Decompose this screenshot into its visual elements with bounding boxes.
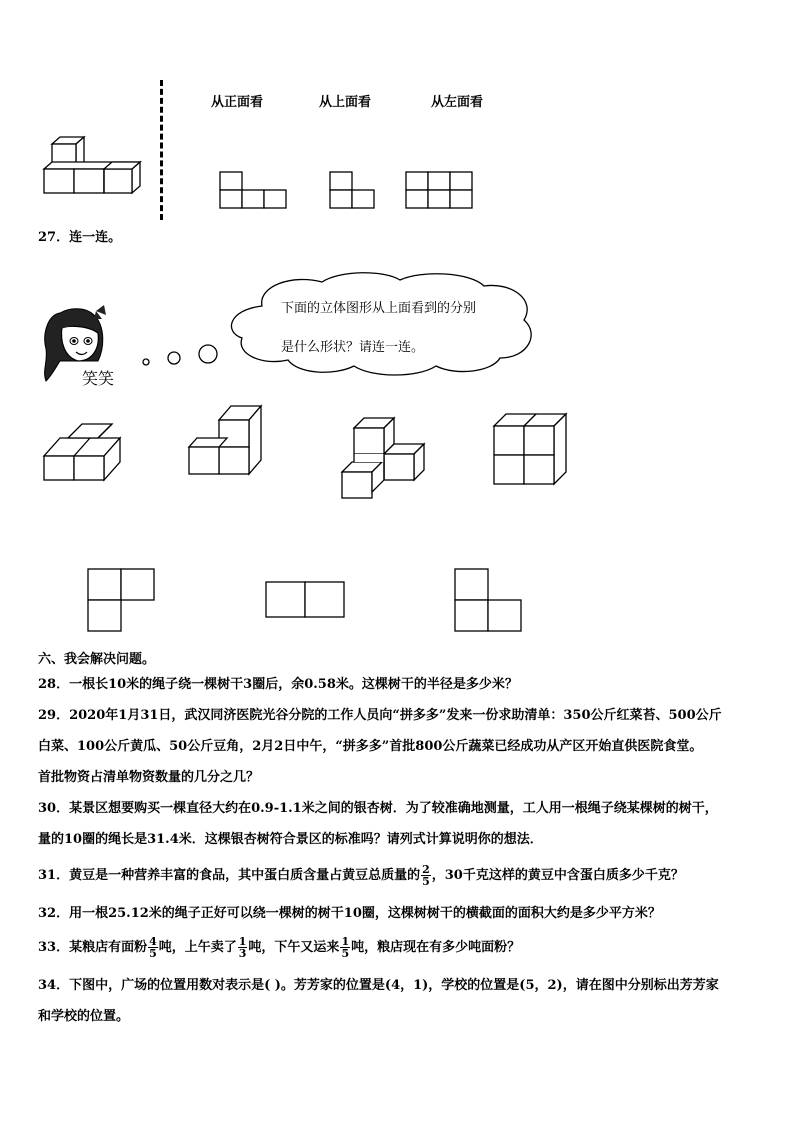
question-34-line1: 34．下图中，广场的位置用数对表示是( )。芳芳家的位置是(4，1)，学校的位置是(5，2)，请在图中分别标出芳芳家: [38, 978, 719, 993]
question-31-text-before: 31．黄豆是一种营养丰富的食品，其中蛋白质含量占黄豆总质量的: [38, 868, 421, 883]
fraction-numerator: 4: [149, 935, 157, 948]
view-label-left: 从左面看: [431, 95, 484, 110]
left-view-shape: [406, 172, 476, 212]
question-33: [38, 932, 520, 964]
question-29-line2: 白菜、100公斤黄瓜、50公斤豆角，2月2日中午，“拼多多”首批800公斤蔬菜已经成功从产区开始直供医院食堂。: [38, 739, 703, 754]
fraction-numerator: 1: [341, 935, 350, 948]
question-29-line3: 首批物资占清单物资数量的几分之几？: [38, 770, 260, 785]
question-31: [38, 860, 684, 892]
fraction-1-3: [238, 936, 248, 959]
question-30-line2: 量的10圈的绳长是31.4米．这棵银杏树符合景区的标准吗？请列式计算说明你的想法．: [38, 832, 543, 847]
speech-cloud: [222, 270, 542, 380]
cube-figure-3: [338, 412, 428, 502]
cube-figure-top: [40, 140, 140, 200]
fraction-denominator: 3: [238, 947, 247, 960]
fraction-denominator: 5: [341, 947, 350, 960]
fraction-denominator: 5: [422, 875, 430, 888]
dashed-divider: [160, 80, 163, 220]
question-33-part4: 吨，粮店现在有多少吨面粉？: [351, 940, 521, 955]
girl-name-label: 笑笑: [82, 369, 115, 388]
top-view-option-2: [266, 582, 346, 622]
question-33-part3: 吨，下午又运来: [248, 940, 340, 955]
question-31-text-after: ，30千克这样的黄豆中含蛋白质多少千克？: [431, 868, 684, 883]
cube-figure-1: [42, 422, 132, 482]
question-27-title: 27．连一连。: [38, 230, 122, 245]
question-34-line2: 和学校的位置。: [38, 1009, 130, 1024]
view-label-front: 从正面看: [211, 95, 264, 110]
fraction-numerator: 2: [422, 863, 430, 876]
view-label-top: 从上面看: [319, 95, 372, 110]
question-33-part1: 33．某粮店有面粉: [38, 940, 148, 955]
fraction-1-5: [340, 936, 350, 959]
question-30-line1: 30．某景区想要购买一棵直径大约在0.9-1.1米之间的银杏树．为了较准确地测量，工人用一根绳子绕某棵树的树干，: [38, 801, 718, 816]
front-view-shape: [220, 172, 290, 212]
top-view-option-3: [455, 569, 525, 639]
bubble-text-line1: 下面的立体图形从上面看到的分别: [281, 301, 477, 316]
fraction-numerator: 1: [238, 935, 247, 948]
top-view-option-1: [88, 569, 158, 639]
question-29-line1: 29．2020年1月31日，武汉同济医院光谷分院的工作人员向“拼多多”发来一份求助清单：350公斤红菜苔、500公斤: [38, 708, 722, 723]
thought-bubbles: [138, 340, 228, 370]
top-view-shape: [330, 172, 380, 212]
question-32: 32．用一根25.12米的绳子正好可以绕一棵树的树干10圈，这棵树树干的横截面的面积大约是多少平方米？: [38, 906, 661, 921]
fraction-denominator: 5: [149, 947, 157, 960]
bubble-text-line2: 是什么形状？请连一连。: [281, 340, 425, 355]
cube-figure-4: [492, 412, 582, 492]
fraction-4-5: [148, 936, 158, 959]
cube-figure-2: [189, 402, 269, 482]
question-28: 28．一根长10米的绳子绕一棵树干3圈后，余0.58米。这棵树干的半径是多少米？: [38, 677, 518, 692]
section-6-heading: 六、我会解决问题。: [38, 652, 156, 667]
fraction-2-5: [421, 864, 431, 887]
question-33-part2: 吨，上午卖了: [158, 940, 237, 955]
